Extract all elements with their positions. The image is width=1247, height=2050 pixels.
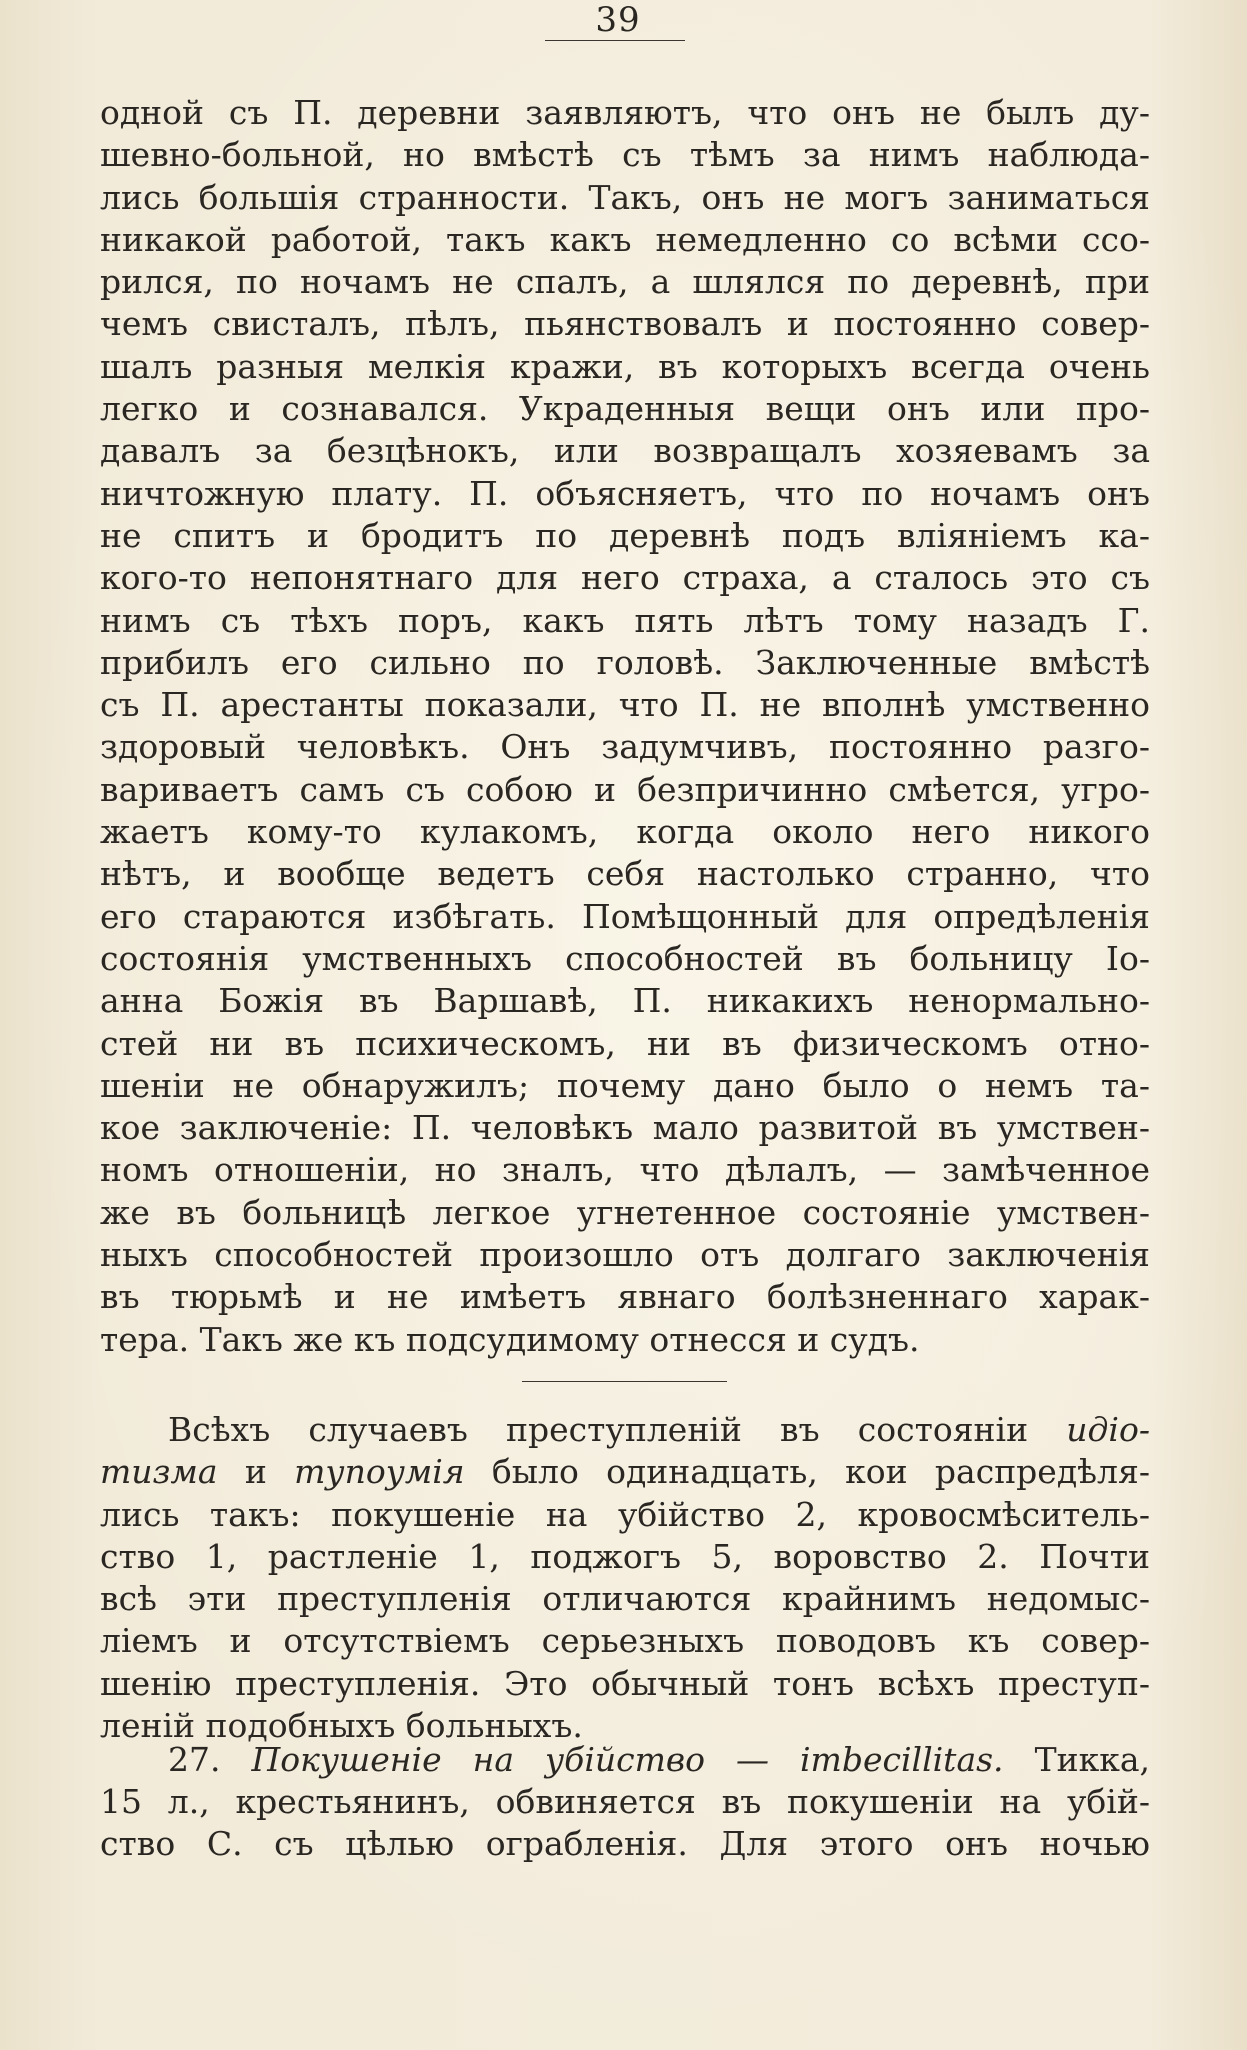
- text-line: лись такъ: покушеніе на убійство 2, кровосмѣситель-: [100, 1494, 1150, 1534]
- text-line: тизма и тупоумія было одинадцать, кои распредѣля-: [100, 1452, 1150, 1492]
- text-line: ничтожную плату. П. объясняетъ, что по ночамъ онъ: [100, 473, 1150, 513]
- text-line: одной съ П. деревни заявляютъ, что онъ не былъ ду-: [100, 93, 1150, 132]
- text-line: 15 л., крестьянинъ, обвиняется въ покушеніи на убій-: [100, 1782, 1150, 1821]
- text-line: не спитъ и бродитъ по деревнѣ подъ вліяніемъ ка-: [100, 515, 1150, 555]
- text-line: ныхъ способностей произошло отъ долгаго заключенія: [100, 1235, 1150, 1275]
- text-line: давалъ за безцѣнокъ, или возвращалъ хозяевамъ за: [100, 431, 1150, 471]
- text-line: чемъ свисталъ, пѣлъ, пьянствовалъ и постоянно совер-: [100, 304, 1150, 344]
- text-line: шеніи не обнаружилъ; почему дано было о немъ та-: [100, 1065, 1150, 1105]
- paragraph-continuation: [100, 92, 1150, 1361]
- text-line: стей ни въ психическомъ, ни въ физическомъ отно-: [100, 1023, 1150, 1063]
- case-heading-line: 27. Покушеніе на убійство — imbecillitas. Тикка,: [168, 1740, 1150, 1779]
- text-line: вариваетъ самъ съ собою и безпричинно смѣется, угро-: [100, 769, 1150, 809]
- text-line: всѣ эти преступленія отличаются крайнимъ недомыс-: [100, 1579, 1150, 1619]
- text-line: кого-то непонятнаго для него страха, а сталось это съ: [100, 558, 1150, 598]
- text-line: ство С. съ цѣлью ограбленія. Для этого онъ ночью: [100, 1824, 1150, 1863]
- text-line: тера. Такъ же къ подсудимому отнесся и судъ.: [100, 1319, 920, 1359]
- text-line: прибилъ его сильно по головѣ. Заключенные вмѣстѣ: [100, 642, 1150, 682]
- section-divider: [522, 1381, 727, 1382]
- text-line: шевно-больной, но вмѣстѣ съ тѣмъ за нимъ наблюда-: [100, 135, 1150, 175]
- case-number: 27.: [168, 1740, 252, 1779]
- header-rule: [545, 40, 685, 41]
- text-line: жаетъ кому-то кулакомъ, когда около него никого: [100, 812, 1150, 852]
- text-line: съ П. арестанты показали, что П. не вполнѣ умственно: [100, 685, 1150, 725]
- text-line: же въ больницѣ легкое угнетенное состояніе умствен-: [100, 1192, 1150, 1232]
- case-entry: [100, 1739, 1150, 1865]
- text-line: лись большія странности. Такъ, онъ не могъ заниматься: [100, 177, 1150, 217]
- paragraph-summary: [100, 1409, 1150, 1747]
- text-line: въ тюрьмѣ и не имѣетъ явнаго болѣзненнаго харак-: [100, 1277, 1150, 1317]
- text-line: ство 1, растленіе 1, поджогъ 5, воровство 2. Почти: [100, 1536, 1150, 1576]
- text-line: номъ отношеніи, но зналъ, что дѣлалъ, — замѣченное: [100, 1150, 1150, 1190]
- case-title: Покушеніе на убійство — imbecillitas.: [251, 1740, 1004, 1779]
- text-line: состоянія умственныхъ способностей въ больницу Іо-: [100, 938, 1150, 978]
- text-line: шалъ разныя мелкія кражи, въ которыхъ всегда очень: [100, 346, 1150, 386]
- page-number: 39: [595, 0, 641, 40]
- text-line: рился, по ночамъ не спалъ, а шлялся по деревнѣ, при: [100, 262, 1150, 302]
- text-line: анна Божія въ Варшавѣ, П. никакихъ ненормально-: [100, 981, 1150, 1021]
- text-line: Всѣхъ случаевъ преступленій въ состояніи идіо-: [168, 1410, 1150, 1449]
- text-line: нѣтъ, и вообще ведетъ себя настолько странно, что: [100, 854, 1150, 894]
- text-line: ліемъ и отсутствіемъ серьезныхъ поводовъ къ совер-: [100, 1621, 1150, 1661]
- text-line: легко и сознавался. Украденныя вещи онъ или про-: [100, 389, 1150, 429]
- text-line: шенію преступленія. Это обычный тонъ всѣхъ преступ-: [100, 1663, 1150, 1703]
- text-line: его стараются избѣгать. Помѣщонный для опредѣленія: [100, 896, 1150, 936]
- text-line: нимъ съ тѣхъ поръ, какъ пять лѣтъ тому назадъ Г.: [100, 600, 1150, 640]
- text-line: кое заключеніе: П. человѣкъ мало развитой въ умствен-: [100, 1108, 1150, 1148]
- text-line: здоровый человѣкъ. Онъ задумчивъ, постоянно разго-: [100, 727, 1150, 767]
- text-line: леній подобныхъ больныхъ.: [100, 1706, 583, 1746]
- text-line: никакой работой, такъ какъ немедленно со всѣми ссо-: [100, 219, 1150, 259]
